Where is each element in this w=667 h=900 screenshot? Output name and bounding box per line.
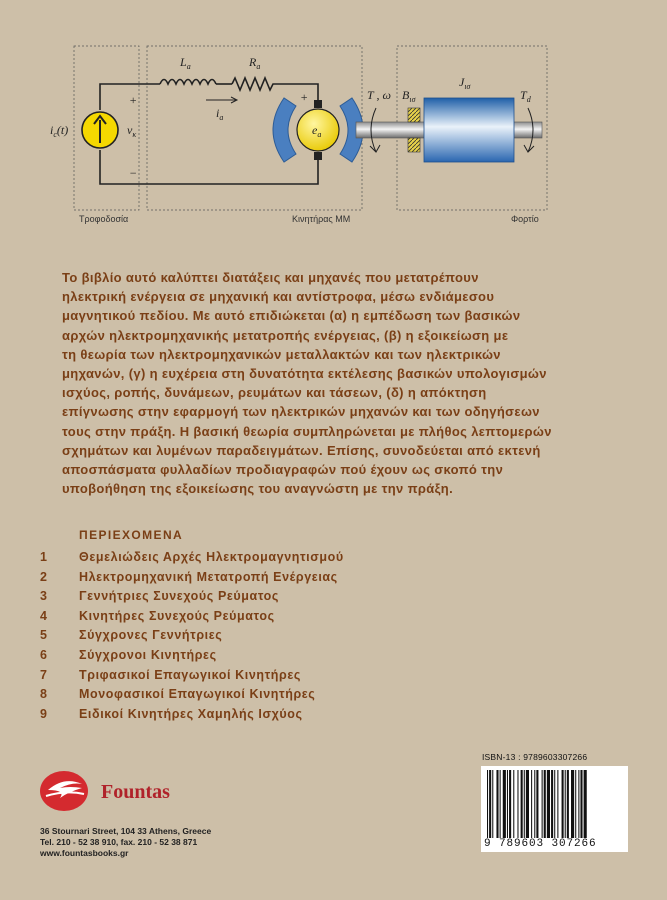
barcode-bar bbox=[503, 770, 506, 840]
chapter-title: Τριφασικοί Επαγωγικοί Κινητήρες bbox=[79, 667, 302, 682]
minus-sign-source: − bbox=[129, 166, 138, 180]
blurb-line: μηχανών, (γ) η ευχέρεια στη δυνατότητα εκτέλεσης βασικών υπολογισμών bbox=[62, 366, 547, 382]
emf-symbol: $e_a$ bbox=[312, 123, 322, 139]
dc-motor-circuit-diagram bbox=[0, 0, 667, 240]
motor-label: Κινητήρας ΜΜ bbox=[292, 214, 351, 224]
barcode-digits: 9 789603 307266 bbox=[484, 838, 626, 852]
chapter-number: 8 bbox=[40, 687, 48, 702]
chapter-title: Ηλεκτρομηχανική Μετατροπή Ενέργειας bbox=[79, 569, 338, 584]
chapter-title: Ειδικοί Κινητήρες Χαμηλής Ισχύος bbox=[79, 706, 303, 721]
publisher-address: 36 Stournari Street, 104 33 Athens, Greece bbox=[40, 826, 212, 836]
resistance-symbol: $R_a$ bbox=[249, 55, 261, 71]
plus-sign-motor: + bbox=[300, 90, 309, 104]
publisher-contact bbox=[40, 826, 211, 859]
blurb-line: επίγνωσης στην εφαρμογή των ηλεκτρικών μηχανών και των οδηγήσεων bbox=[62, 404, 540, 420]
blurb-line: σχημάτων και λυμένων παραδειγμάτων. Επίσης, συνοδεύεται από εκτενή bbox=[62, 442, 541, 458]
voltage-symbol: $v_\kappa$ bbox=[127, 123, 137, 139]
barcode-bar bbox=[492, 770, 493, 840]
contents-item bbox=[40, 646, 344, 666]
chapter-number: 4 bbox=[40, 608, 48, 623]
friction-bearing-top bbox=[408, 108, 420, 122]
chapter-number: 2 bbox=[40, 569, 48, 584]
blurb-line: αποσπάσματα φυλλαδίων προδιαγραφών πού έχουν ως σκοπό την bbox=[62, 462, 504, 478]
chapter-title: Γεννήτριες Συνεχούς Ρεύματος bbox=[79, 589, 280, 604]
barcode-bar bbox=[575, 770, 576, 840]
barcode-bar bbox=[531, 770, 532, 840]
source-label: Τροφοδοσία bbox=[79, 214, 129, 224]
barcode-bar bbox=[554, 770, 555, 840]
chapter-number: 9 bbox=[40, 706, 48, 721]
torque-speed-symbol: T , ω bbox=[367, 88, 391, 102]
chapter-number: 3 bbox=[40, 589, 48, 604]
resistor bbox=[232, 78, 278, 90]
barcode-bar bbox=[500, 770, 501, 840]
contents-item bbox=[40, 626, 344, 646]
isbn-label: ISBN-13 : 9789603307266 bbox=[482, 752, 588, 762]
contents-item bbox=[40, 607, 344, 627]
barcode-bar bbox=[584, 770, 587, 840]
barcode-bar bbox=[571, 770, 574, 840]
barcode-bar bbox=[557, 770, 558, 840]
chapter-number: 6 bbox=[40, 647, 48, 662]
blurb-line: υποβοήθηση της εξοικείωσης του αναγνώστη με την πράξη. bbox=[62, 481, 454, 497]
barcode-bar bbox=[565, 770, 566, 840]
contents-item bbox=[40, 548, 344, 568]
current-source-symbol: $i_c(t)$ bbox=[50, 123, 69, 139]
chapter-title: Θεμελιώδεις Αρχές Ηλεκτρομαγνητισμού bbox=[79, 550, 344, 564]
barcode-bar bbox=[562, 770, 564, 840]
barcode-bar bbox=[489, 770, 491, 840]
friction-bearing-bottom bbox=[408, 138, 420, 152]
barcode-bar bbox=[509, 770, 511, 840]
barcode-bar bbox=[544, 770, 546, 840]
blurb-line: τους στην πράξη. Η βασική θεωρία συμπληρώνεται με πλήθος λεπτομερών bbox=[62, 423, 552, 439]
contents-list bbox=[40, 548, 344, 724]
barcode-bar bbox=[547, 770, 550, 840]
publisher-phone: Tel. 210 - 52 38 910, fax. 210 - 52 38 871 bbox=[40, 837, 198, 847]
barcode-bar bbox=[517, 770, 518, 840]
barcode-bar bbox=[551, 770, 553, 840]
current-arrow bbox=[206, 97, 237, 103]
contents-item bbox=[40, 568, 344, 588]
blurb-line: μαγνητικού πεδίου. Με αυτό επιδιώκεται (α) η εμπέδωση των βασικών bbox=[62, 308, 521, 324]
barcode-bar bbox=[580, 770, 582, 840]
inertia-symbol: $J_{\iota\sigma}$ bbox=[459, 75, 471, 91]
barcode-bar bbox=[521, 770, 523, 840]
chapter-title: Κινητήρες Συνεχούς Ρεύματος bbox=[79, 608, 275, 623]
plus-sign-source: + bbox=[129, 93, 138, 107]
load-label: Φορτίο bbox=[511, 214, 539, 224]
barcode-bar bbox=[578, 770, 579, 840]
blurb-line: αρχών ηλεκτρομηχανικής μετατροπής ενέργειας, (β) η εξοικείωση με bbox=[62, 327, 509, 343]
barcode-bar bbox=[534, 770, 535, 840]
publisher-name: Fountas bbox=[101, 781, 170, 803]
blurb-line: Το βιβλίο αυτό καλύπτει διατάξεις και μηχανές που μετατρέπουν bbox=[62, 270, 479, 285]
inductor bbox=[160, 80, 216, 85]
inductance-symbol: $L_a$ bbox=[180, 55, 191, 71]
publisher-logo-icon bbox=[36, 768, 96, 814]
current-source bbox=[82, 112, 118, 148]
contents-item bbox=[40, 587, 344, 607]
chapter-title: Μονοφασικοί Επαγωγικοί Κινητήρες bbox=[79, 687, 316, 702]
armature-current-symbol: $i_a$ bbox=[216, 106, 224, 122]
blurb-line: ηλεκτρική ενέργεια σε μηχανική και αντίστροφα, μέσω ενδιάμεσου bbox=[62, 289, 495, 305]
chapter-title: Σύγχρονοι Κινητήρες bbox=[79, 647, 217, 662]
barcode-bar bbox=[513, 770, 514, 840]
chapter-number: 7 bbox=[40, 667, 48, 682]
chapter-number: 1 bbox=[40, 550, 48, 564]
contents-item bbox=[40, 705, 344, 725]
chapter-number: 5 bbox=[40, 628, 48, 643]
blurb-line: ισχύος, ροπής, δυνάμεων, ρευμάτων και τάσεων, (δ) η απόκτηση bbox=[62, 385, 487, 401]
load-torque-symbol: $T_d$ bbox=[520, 88, 531, 104]
back-cover-description bbox=[62, 268, 582, 498]
contents-heading: ΠΕΡΙΕΧΟΜΕΝΑ bbox=[79, 528, 184, 542]
chapter-title: Σύγχρονες Γεννήτριες bbox=[79, 628, 223, 643]
barcode-bar bbox=[526, 770, 529, 840]
barcode-bar bbox=[542, 770, 543, 840]
barcode-bar bbox=[496, 770, 498, 840]
contents-item bbox=[40, 685, 344, 705]
friction-symbol: $B_{\iota\sigma}$ bbox=[402, 88, 416, 104]
load-inertia-block bbox=[424, 98, 514, 162]
barcode-bar bbox=[536, 770, 538, 840]
publisher-website: www.fountasbooks.gr bbox=[40, 848, 129, 858]
blurb-line: τη θεωρία των ηλεκτρομηχανικών μεταλλακτών και των ηλεκτρικών bbox=[62, 346, 501, 362]
barcode-bar bbox=[507, 770, 508, 840]
barcode-bar bbox=[524, 770, 525, 840]
contents-item bbox=[40, 666, 344, 686]
barcode-bar bbox=[567, 770, 569, 840]
barcode-bar bbox=[487, 770, 488, 840]
